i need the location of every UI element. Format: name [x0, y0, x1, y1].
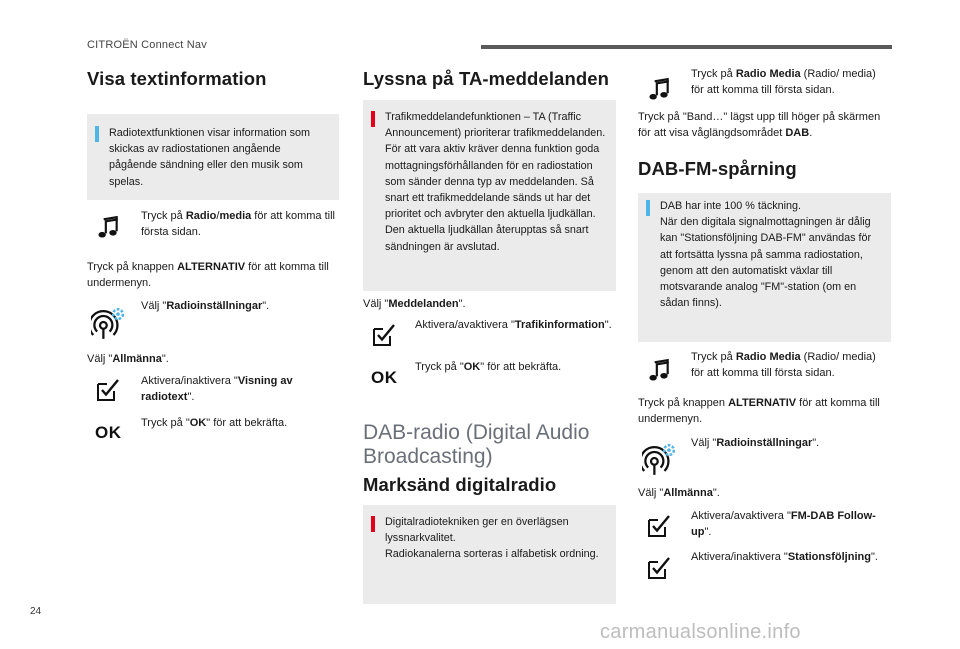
- radio-settings-icon: [642, 440, 678, 476]
- radio-settings-icon: [91, 304, 127, 340]
- ok-icon: OK: [95, 423, 122, 442]
- checkbox-icon: [646, 513, 672, 539]
- step-press-band: Tryck på "Band…" lägst upp till höger på skärmen för att visa våglängdsområdet DAB.: [638, 111, 881, 139]
- info-box-text: DAB har inte 100 % täckning. När den digitala signalmottagningen är dålig kan "Stationsföljning DAB-FM" användas för att fortsätta lyssna på samma radiostation, genom att den automatiskt växlar till motsvarande analog "FM"-station (om en sådan finns).: [660, 200, 872, 310]
- warning-icon: [371, 516, 375, 532]
- step-select-meddelanden: Välj "Meddelanden".: [363, 298, 466, 310]
- chapter-title-dab: DAB-radio (Digital Audio Broadcasting): [363, 421, 590, 468]
- step-toggle-trafikinformation: Aktivera/avaktivera "Trafikinformation".: [415, 319, 612, 331]
- header-title: CITROËN Connect Nav: [87, 39, 207, 51]
- checkbox-icon: [95, 377, 121, 403]
- watermark: carmanualsonline.info: [600, 621, 801, 643]
- header-divider: [481, 45, 892, 49]
- step-confirm-ok: Tryck på "OK" för att bekräfta.: [141, 417, 288, 429]
- step-press-alternativ: Tryck på knappen ALTERNATIV för att komma till undermenyn.: [87, 261, 329, 289]
- info-box-dab-coverage: [638, 193, 891, 342]
- section-title-text-info: Visa textinformation: [87, 68, 267, 89]
- section-title-digital-radio: Marksänd digitalradio: [363, 474, 557, 495]
- warning-box-digital: [363, 505, 616, 604]
- checkbox-icon: [646, 555, 672, 581]
- music-note-icon: [646, 77, 672, 103]
- step-select-allmanna-tracking: Välj "Allmänna".: [638, 487, 720, 499]
- warning-box-text: Digitalradiotekniken ger en överlägsen lyssnarkvalitet. Radiokanalerna sorteras i alfabetisk ordning.: [385, 516, 599, 561]
- page-number: 24: [30, 606, 42, 617]
- warning-box-text: Trafikmeddelandefunktionen – TA (Traffic Announcement) prioriterar trafikmeddelanden. För att vara aktiv kräver denna funktion goda mottagningsförhållanden för en radiostation som sänder denna typ av meddelanden. Så snart ett trafikmeddelande sänds ut har det prioritet och avbryter den aktuella ljudkällan. Den aktuella ljudkällan återupptas så snart sändningen är avslutad.: [385, 111, 606, 253]
- step-select-radioinstallningar: Välj "Radioinställningar".: [141, 300, 270, 312]
- section-title-dab-fm-tracking: DAB-FM-spårning: [638, 158, 797, 179]
- music-note-icon: [646, 358, 672, 384]
- step-select-radioinstallningar-tracking: Välj "Radioinställningar".: [691, 437, 820, 449]
- step-confirm-ok-ta: Tryck på "OK" för att bekräfta.: [415, 361, 562, 373]
- step-toggle-radiotext: Aktivera/inaktivera "Visning av radiotext".: [141, 375, 293, 403]
- ok-icon: OK: [371, 368, 398, 387]
- step-radio-media: Tryck på Radio/media för att komma till första sidan.: [141, 210, 335, 238]
- info-box-text: Radiotextfunktionen visar information som skickas av radiostationen angående pågående sändning eller den musik som spelas.: [109, 127, 311, 188]
- step-press-alternativ-tracking: Tryck på knappen ALTERNATIV för att komma till undermenyn.: [638, 397, 880, 425]
- step-select-allmanna: Välj "Allmänna".: [87, 353, 169, 365]
- checkbox-icon: [371, 322, 397, 348]
- music-note-icon: [95, 215, 121, 241]
- info-icon: [646, 200, 650, 216]
- info-icon: [95, 126, 99, 142]
- section-title-ta-messages: Lyssna på TA-meddelanden: [363, 68, 610, 89]
- step-radio-media-dab: Tryck på Radio Media (Radio/ media) för att komma till första sidan.: [691, 68, 876, 96]
- warning-icon: [371, 111, 375, 127]
- step-toggle-fm-dab-follow-up: Aktivera/avaktivera "FM-DAB Follow-up".: [691, 510, 876, 538]
- info-box-radiotext: [87, 114, 339, 200]
- step-radio-media-tracking: Tryck på Radio Media (Radio/ media) för att komma till första sidan.: [691, 351, 876, 379]
- warning-box-ta: [363, 100, 616, 291]
- step-toggle-stationsfoljning: Aktivera/inaktivera "Stationsföljning".: [691, 551, 878, 563]
